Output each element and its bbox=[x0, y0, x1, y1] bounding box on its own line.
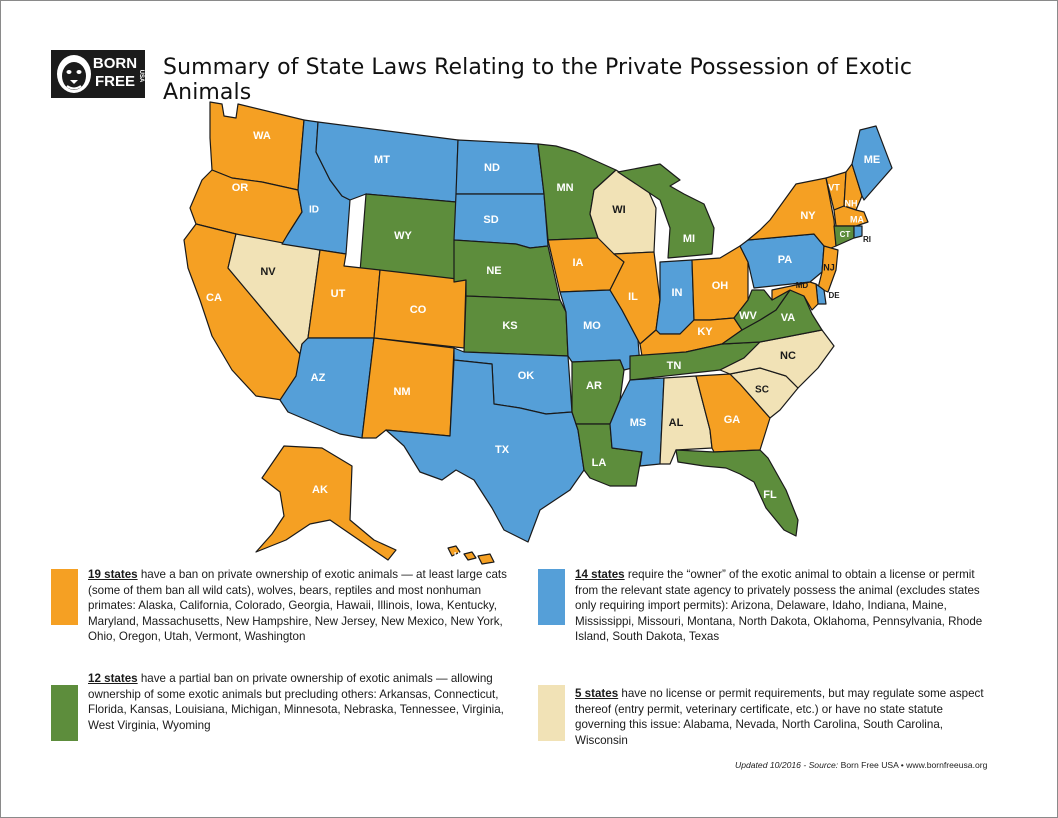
state-label-oh: OH bbox=[711, 279, 729, 292]
state-label-az: AZ bbox=[310, 371, 326, 384]
state-ak bbox=[256, 446, 396, 560]
state-label-ga: GA bbox=[723, 413, 741, 426]
state-label-il: IL bbox=[628, 290, 638, 303]
state-ri bbox=[854, 226, 862, 238]
state-label-tn: TN bbox=[666, 359, 682, 372]
state-label-ut: UT bbox=[330, 287, 346, 300]
legend-license-count: 14 states bbox=[575, 568, 625, 581]
state-label-la: LA bbox=[591, 456, 607, 469]
state-ne bbox=[454, 240, 560, 300]
state-nd bbox=[456, 140, 544, 194]
state-label-ky: KY bbox=[697, 325, 713, 338]
state-label-wy: WY bbox=[394, 229, 412, 242]
legend-partial bbox=[88, 671, 508, 733]
legend-license bbox=[575, 567, 1000, 645]
state-label-mi: MI bbox=[682, 232, 696, 245]
state-label-ks: KS bbox=[502, 319, 518, 332]
legend-ban-text: have a ban on private ownership of exotic animals — at least large cats (some of them ban all wild cats), wolves, bears, reptiles and most nonhuman primates: Alaska, California, Colorado, Georgia, Hawaii, Illinois, Iowa, Kentucky, Maryland, Massachusetts, New Hampshire, New Jersey, New Mexico, New York, Ohio, Oregon, Utah, Vermont, Washington bbox=[88, 568, 507, 644]
state-label-in: IN bbox=[671, 286, 683, 299]
legend-license-text: require the “owner” of the exotic animal to obtain a license or permit from the relevant state agency to privately possess the animal (excludes states only requiring import permits): Arizona, Delaware, Idaho, Indiana, Maine, Mississippi, Missouri, Montana, North Dakota, Oklahoma, Pennsylvania, Rhode Island, South Dakota, Texas bbox=[575, 568, 983, 644]
state-label-nj: NJ bbox=[823, 262, 835, 273]
state-label-vt: VT bbox=[828, 182, 840, 193]
state-label-or: OR bbox=[231, 181, 249, 194]
state-label-nh: NH bbox=[844, 198, 858, 209]
state-label-wa: WA bbox=[253, 129, 271, 142]
state-label-mn: MN bbox=[556, 181, 574, 194]
state-label-id: ID bbox=[309, 204, 319, 216]
legend-ban-count: 19 states bbox=[88, 568, 138, 581]
state-label-ri: RI bbox=[863, 235, 871, 245]
footer-source-text: Born Free USA • www.bornfreeusa.org bbox=[838, 760, 988, 770]
legend-swatch-ban bbox=[51, 569, 78, 625]
state-label-nc: NC bbox=[780, 349, 796, 362]
state-label-nv: NV bbox=[260, 265, 276, 278]
legend-ban bbox=[88, 567, 508, 645]
state-label-de: DE bbox=[828, 291, 840, 301]
footer-source bbox=[735, 760, 1035, 770]
state-label-ma: MA bbox=[850, 214, 864, 225]
legend-partial-text: have a partial ban on private ownership of exotic animals — allowing ownership of some exotic animals but precluding others: Arkansas, Connecticut, Florida, Kansas, Louisiana, Michigan, Minnesota, Nebraska, Tennessee, Virginia, West Virginia, Wyoming bbox=[88, 672, 504, 732]
legend-swatch-partial bbox=[51, 685, 78, 741]
state-label-nd: ND bbox=[484, 161, 500, 174]
state-label-sc: SC bbox=[755, 384, 769, 396]
state-sd bbox=[454, 194, 548, 248]
state-label-ne: NE bbox=[486, 264, 502, 277]
state-label-ct: CT bbox=[839, 230, 851, 240]
state-label-ny: NY bbox=[800, 209, 816, 222]
state-label-ok: OK bbox=[517, 369, 535, 382]
state-label-ak: AK bbox=[312, 483, 328, 496]
footer-updated: Updated 10/2016 - Source: bbox=[735, 760, 839, 770]
state-label-hi: HI bbox=[454, 551, 462, 561]
state-label-ca: CA bbox=[206, 291, 222, 304]
state-label-me: ME bbox=[863, 153, 881, 166]
logo-born: BORN bbox=[92, 55, 138, 72]
page-title: Summary of State Laws Relating to the Private Possession of Exotic Animals bbox=[163, 55, 913, 105]
state-label-sd: SD bbox=[483, 213, 499, 226]
legend-partial-count: 12 states bbox=[88, 672, 138, 685]
state-label-va: VA bbox=[780, 311, 796, 324]
logo-free: FREE bbox=[94, 73, 136, 90]
state-label-fl: FL bbox=[763, 488, 777, 501]
state-label-nm: NM bbox=[393, 385, 411, 398]
state-label-mt: MT bbox=[374, 153, 390, 166]
state-label-pa: PA bbox=[777, 253, 793, 266]
state-label-wv: WV bbox=[739, 309, 757, 322]
state-label-co: CO bbox=[409, 303, 427, 316]
legend-swatch-license bbox=[538, 569, 565, 625]
legend-none bbox=[575, 686, 995, 748]
state-label-ar: AR bbox=[586, 379, 602, 392]
legend-none-text: have no license or permit requirements, but may regulate some aspect thereof (entry permit, veterinary certificate, etc.) or have no state statute governing this issue: Alabama, Nevada, North Carolina, South Carolina, Wisconsin bbox=[575, 687, 984, 747]
legend-none-count: 5 states bbox=[575, 687, 619, 700]
state-label-ia: IA bbox=[572, 256, 584, 269]
state-label-mo: MO bbox=[583, 319, 601, 332]
state-label-ms: MS bbox=[629, 416, 647, 429]
logo-usa: USA bbox=[138, 69, 144, 83]
state-label-wi: WI bbox=[612, 203, 626, 216]
state-fl bbox=[676, 450, 798, 536]
legend-swatch-none bbox=[538, 685, 565, 741]
state-label-tx: TX bbox=[494, 443, 510, 456]
state-label-al: AL bbox=[668, 416, 684, 429]
state-label-md: MD bbox=[795, 281, 809, 291]
